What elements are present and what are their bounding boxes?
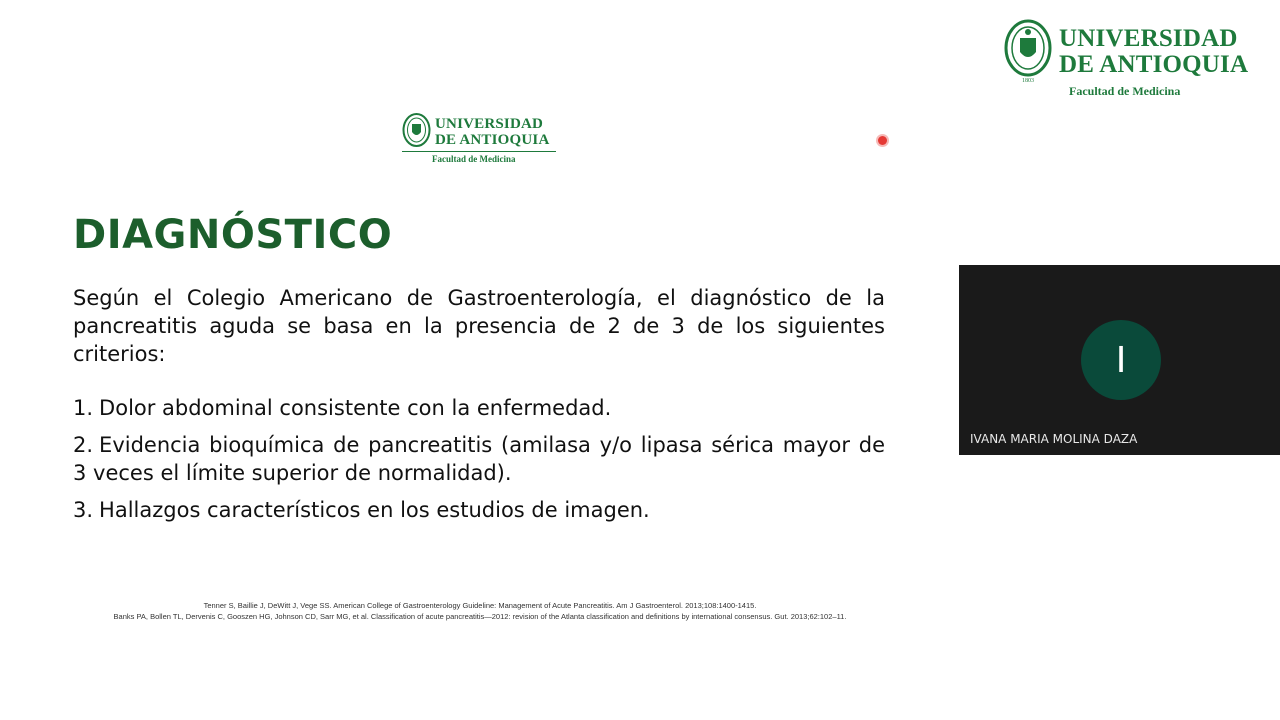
logo-line-2: DE ANTIOQUIA xyxy=(1059,51,1249,78)
logo-line-1: UNIVERSIDAD xyxy=(1059,25,1238,52)
laser-pointer-dot xyxy=(878,136,887,145)
svg-text:1803: 1803 xyxy=(1022,78,1034,84)
criterion-text: Hallazgos característicos en los estudios de imagen. xyxy=(99,498,650,522)
reference-2: Banks PA, Bollen TL, Dervenis C, Gooszen HG, Johnson CD, Sarr MG, et al. Classification of acute pancreatitis—2012: revision of the Atlanta classification and definitions by international consensus. Gut. 2013;62:102–11. xyxy=(113,612,847,621)
criterion-text: Dolor abdominal consistente con la enfermedad. xyxy=(99,396,612,420)
slide-logo-line-1: UNIVERSIDAD xyxy=(435,116,544,132)
criterion-number: 1. xyxy=(73,396,94,420)
reference-1: Tenner S, Baillie J, DeWitt J, Vege SS. American College of Gastroenterology Guideline: Management of Acute Pancreatitis. Am J Gastroenterol. 2013;108:1400-1415. xyxy=(203,601,757,610)
criterion-1 xyxy=(73,394,885,422)
slide-title: DIAGNÓSTICO xyxy=(73,212,393,258)
logo-faculty: Facultad de Medicina xyxy=(1069,84,1181,98)
participant-video-tile[interactable] xyxy=(959,265,1280,455)
logo-divider xyxy=(402,151,556,152)
criterion-text: Evidencia bioquímica de pancreatitis (amilasa y/o lipasa sérica mayor de 3 veces el límite superior de normalidad). xyxy=(73,433,885,485)
criterion-number: 3. xyxy=(73,498,94,522)
criterion-2 xyxy=(73,431,885,487)
university-logo xyxy=(1003,18,1265,104)
references xyxy=(80,600,880,622)
criterion-3 xyxy=(73,496,885,524)
slide-logo-line-2: DE ANTIOQUIA xyxy=(435,132,550,148)
criterion-number: 2. xyxy=(73,433,94,457)
university-seal-icon xyxy=(1003,18,1053,84)
slide-university-seal-icon xyxy=(402,112,431,150)
intro-paragraph: Según el Colegio Americano de Gastroenterología, el diagnóstico de la pancreatitis aguda se basa en la presencia de 2 de 3 de los siguientes criterios: xyxy=(73,286,885,366)
slide-logo-faculty: Facultad de Medicina xyxy=(432,154,516,164)
participant-name: IVANA MARIA MOLINA DAZA xyxy=(970,432,1138,446)
slide-university-logo xyxy=(402,112,560,168)
participant-avatar: I xyxy=(1081,320,1161,400)
